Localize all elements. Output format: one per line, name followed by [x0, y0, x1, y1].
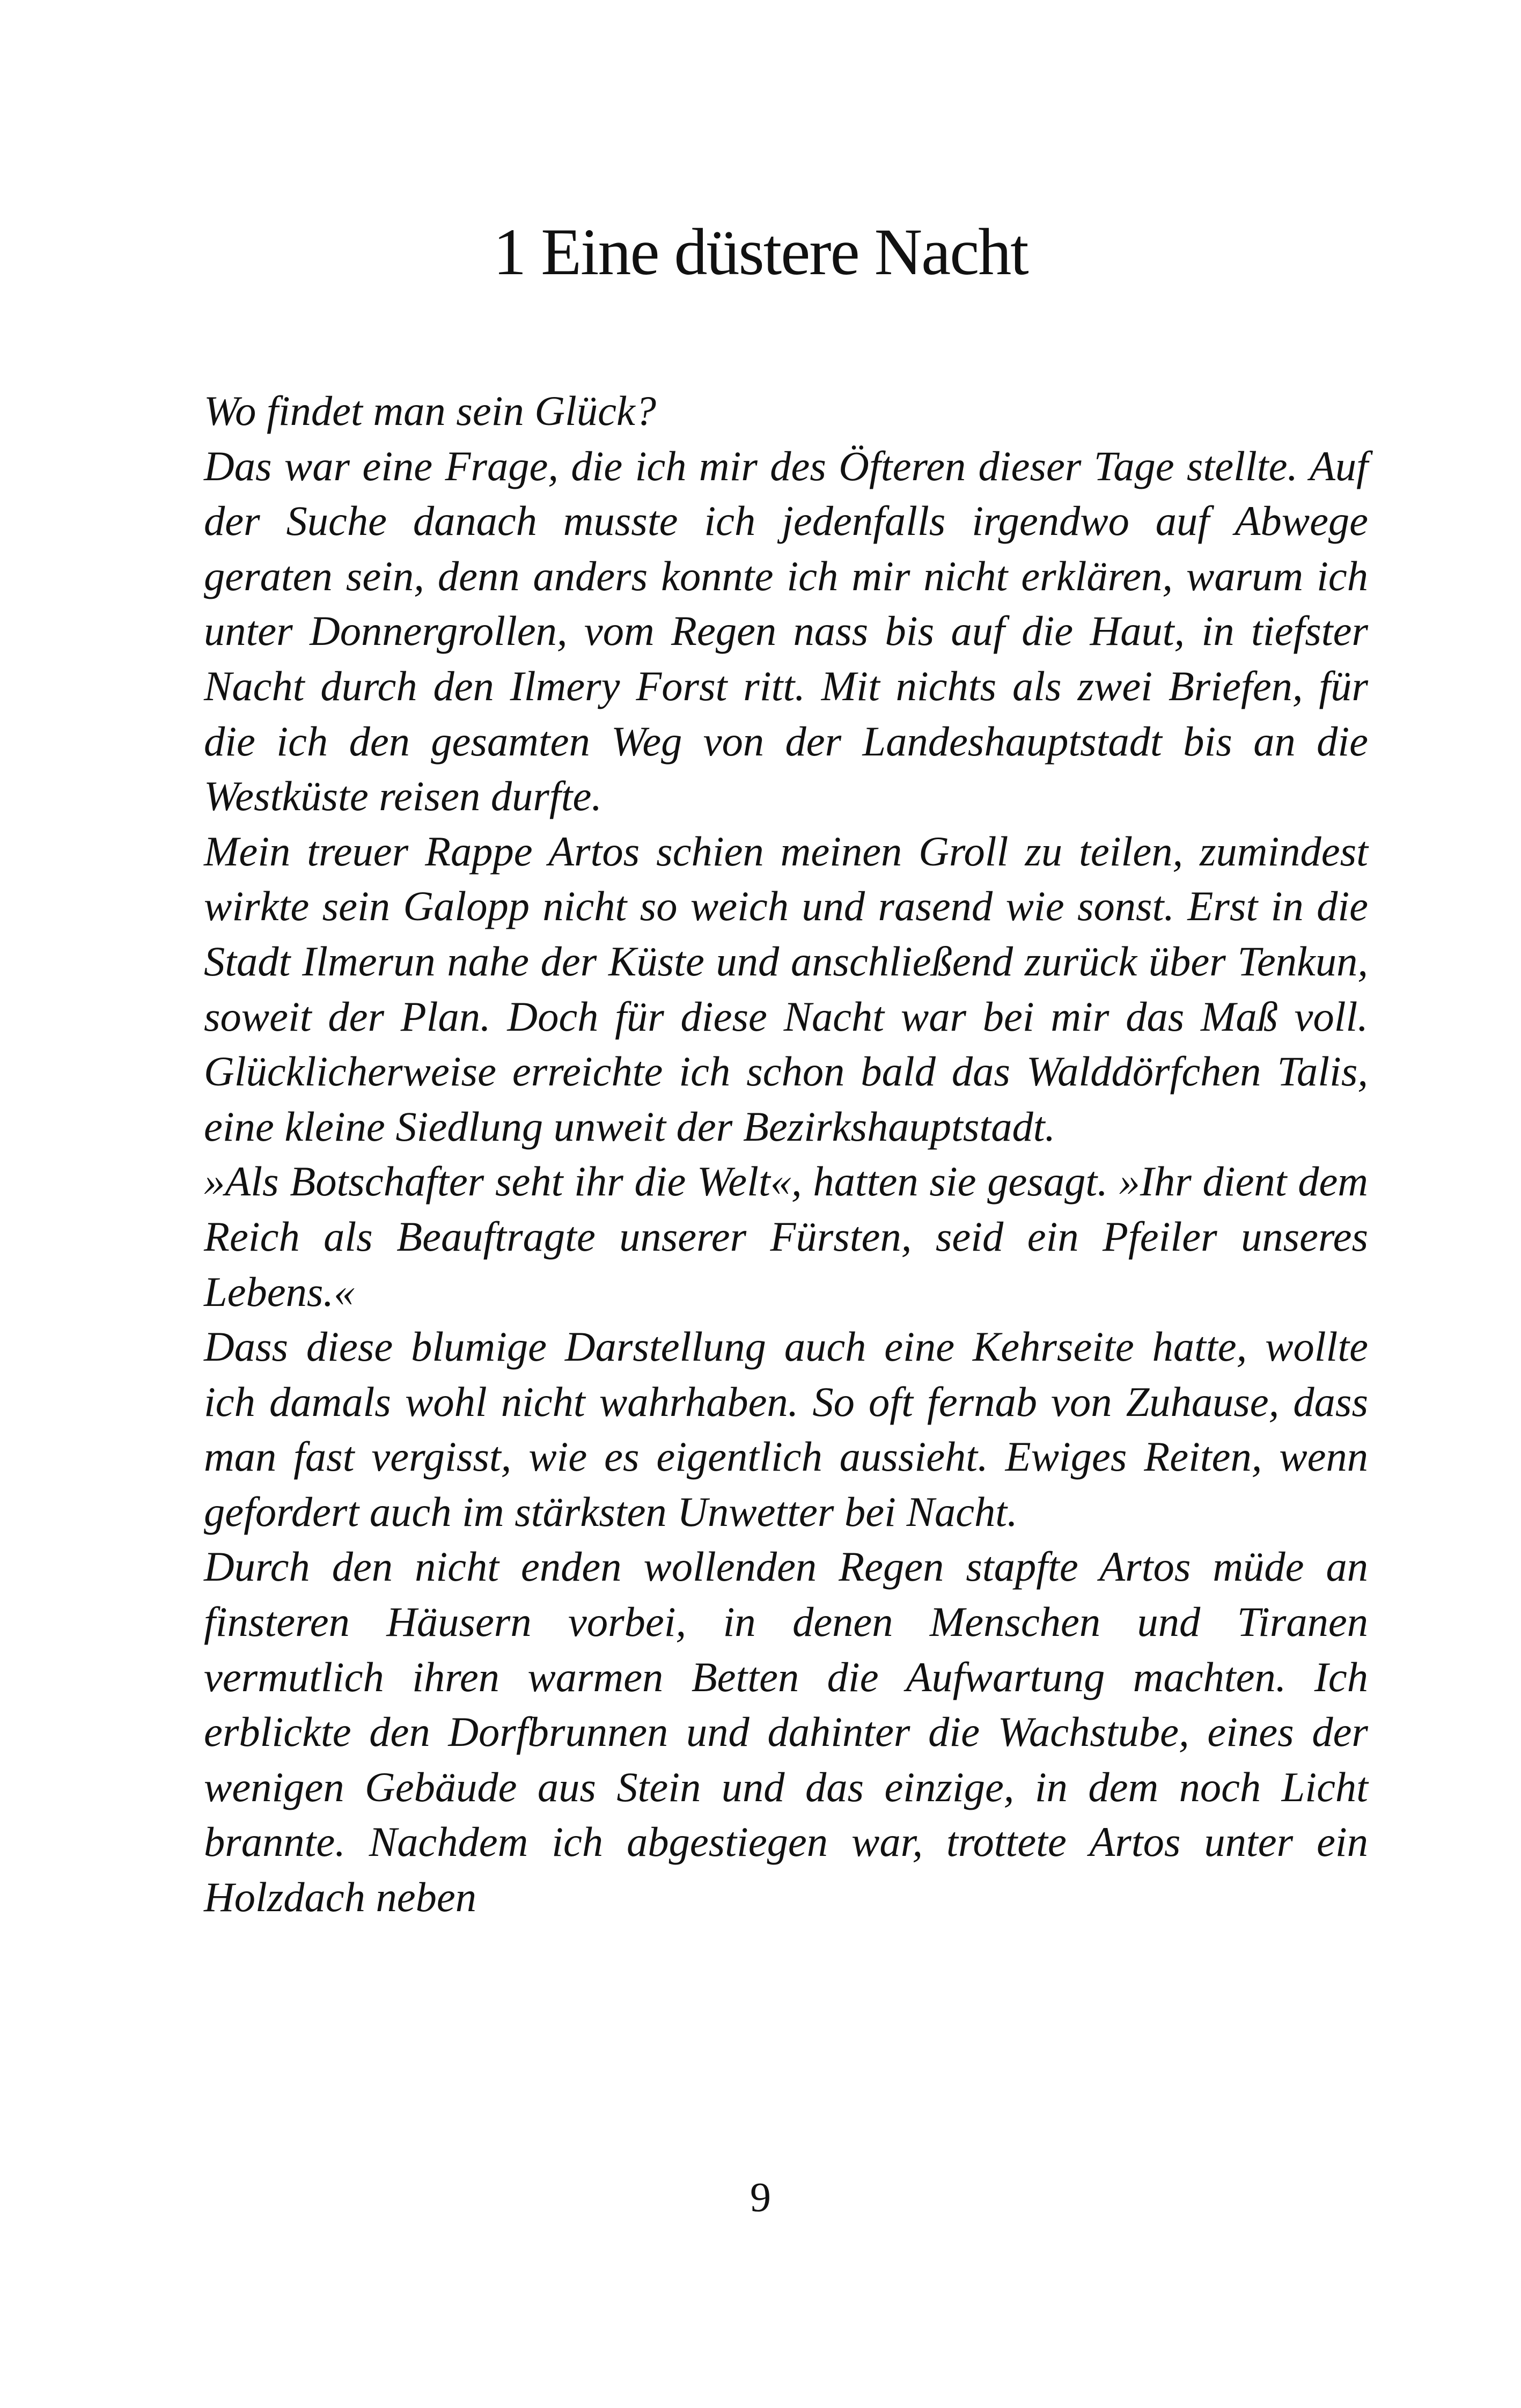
paragraph: Das war eine Frage, die ich mir des Öfteren dieser Tage stellte. Auf der Suche danach musste ich jedenfalls irgendwo auf Abwege geraten sein, denn anders konnte ich mir nicht erklären, warum ich unter Donnergrollen, vom Regen nass bis auf die Haut, in tiefster Nacht durch den Ilmery Forst ritt. Mit nichts als zwei Briefen, für die ich den gesamten Weg von der Landeshauptstadt bis an die Westküste reisen durfte.: [204, 442, 1368, 820]
chapter-body: [204, 384, 1368, 1925]
paragraph: Dass diese blumige Darstellung auch eine Kehrseite hatte, wollte ich damals wohl nicht wahrhaben. So oft fernab von Zuhause, dass man fast vergisst, wie es eigentlich aussieht. Ewiges Reiten, wenn gefordert auch im stärksten Unwetter bei Nacht.: [204, 1323, 1368, 1535]
paragraph: »Als Botschafter seht ihr die Welt«, hatten sie gesagt. »Ihr dient dem Reich als Beauftragte unserer Fürsten, seid ein Pfeiler unseres Lebens.«: [204, 1158, 1368, 1315]
chapter-title: 1 Eine düstere Nacht: [493, 215, 1028, 289]
page-number: 9: [750, 2174, 771, 2220]
paragraph: Durch den nicht enden wollenden Regen stapfte Artos müde an finsteren Häusern vorbei, in denen Menschen und Tiranen vermutlich ihren warmen Betten die Aufwartung machten. Ich erblickte den Dorfbrunnen und dahinter die Wachstube, eines der wenigen Gebäude aus Stein und das einzige, in dem noch Licht brannte. Nachdem ich abgestiegen war, trottete Artos unter ein Holzdach neben: [204, 1543, 1368, 1921]
paragraph: Mein treuer Rappe Artos schien meinen Groll zu teilen, zumindest wirkte sein Galopp nicht so weich und rasend wie sonst. Erst in die Stadt Ilmerun nahe der Küste und anschließend zurück über Tenkun, soweit der Plan. Doch für diese Nacht war bei mir das Maß voll. Glücklicherweise erreichte ich schon bald das Walddörfchen Talis, eine kleine Siedlung unweit der Bezirkshauptstadt.: [204, 827, 1368, 1150]
paragraph: Wo findet man sein Glück?: [204, 387, 657, 434]
